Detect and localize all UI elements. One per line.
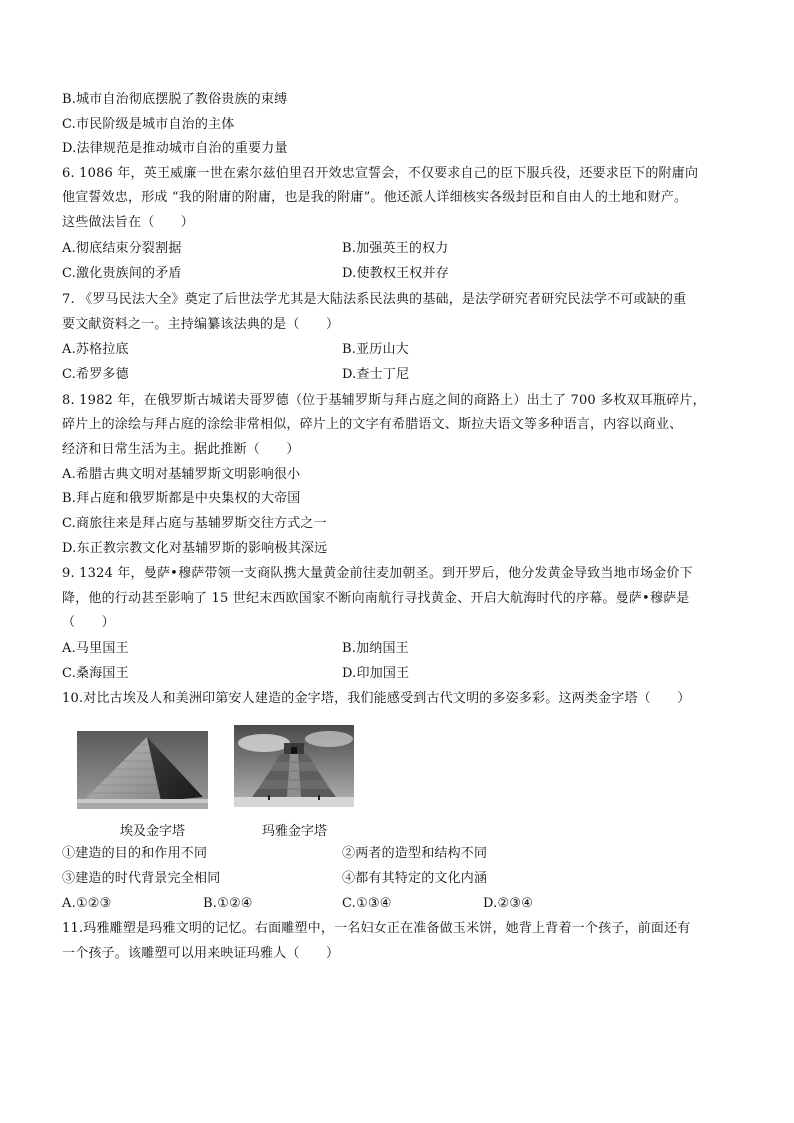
q8-option-a: A.希腊古典文明对基辅罗斯文明影响很小 <box>62 467 301 482</box>
q6-stem-line3: 这些做法旨在（ ） <box>62 215 195 230</box>
q10-option-a: A.①②③ <box>62 896 112 911</box>
q8-option-b: B.拜占庭和俄罗斯都是中央集权的大帝国 <box>62 491 301 506</box>
q11-stem-line1: 11.玛雅雕塑是玛雅文明的记忆。右面雕塑中，一名妇女正在准备做玉米饼，她背上背着一个孩子，前面还有 <box>62 921 691 936</box>
q6-option-a: A.彻底结束分裂割据 <box>62 241 182 256</box>
q10-item-2: ②两者的造型和结构不同 <box>342 846 488 861</box>
q9-option-a: A.马里国王 <box>62 641 129 656</box>
q8-stem-line1: 8. 1982 年，在俄罗斯古城诺夫哥罗德（位于基辅罗斯与拜占庭之间的商路上）出土了 700 多枚双耳瓶碎片， <box>62 393 706 408</box>
maya-pyramid-photo <box>234 725 354 807</box>
q8-stem-line3: 经济和日常生活为主。据此推断（ ） <box>62 442 300 457</box>
q8-option-c: C.商旅往来是拜占庭与基辅罗斯交往方式之一 <box>62 516 327 531</box>
q5-option-d: D.法律规范是推动城市自治的重要力量 <box>62 141 288 156</box>
q10-item-3: ③建造的时代背景完全相同 <box>62 871 221 886</box>
q9-stem-line1: 9. 1324 年，曼萨•穆萨带领一支商队携大量黄金前往麦加朝圣。到开罗后，他分发黄金导致当地市场金价下 <box>62 566 693 581</box>
q10-option-d: D.②③④ <box>483 896 534 911</box>
q10-stem: 10.对比古埃及人和美洲印第安人建造的金字塔，我们能感受到古代文明的多姿多彩。这两类金字塔（ ） <box>62 691 691 706</box>
egypt-pyramid-photo <box>77 731 208 809</box>
q5-option-c: C.市民阶级是城市自治的主体 <box>62 117 235 132</box>
q9-option-b: B.加纳国王 <box>342 641 409 656</box>
maya-pyramid-caption: 玛雅金字塔 <box>262 824 328 839</box>
q10-option-b: B.①②④ <box>203 896 253 911</box>
q10-item-1: ①建造的目的和作用不同 <box>62 846 208 861</box>
q6-option-b: B.加强英王的权力 <box>342 241 449 256</box>
q10-option-c: C.①③④ <box>342 896 392 911</box>
q7-stem-line2: 要文献资料之一。主持编纂该法典的是（ ） <box>62 317 340 332</box>
q7-stem-line1: 7. 《罗马民法大全》奠定了后世法学尤其是大陆法系民法典的基础，是法学研究者研究民法学不可或缺的重 <box>62 292 687 307</box>
q6-option-d: D.使教权王权并存 <box>342 266 449 281</box>
q6-stem-line1: 6. 1086 年，英王威廉一世在索尔兹伯里召开效忠宣誓会，不仅要求自己的臣下服兵役，还要求臣下的附庸向 <box>62 166 699 181</box>
q7-option-a: A.苏格拉底 <box>62 342 129 357</box>
q8-option-d: D.东正教宗教文化对基辅罗斯的影响极其深远 <box>62 541 328 556</box>
q5-option-b: B.城市自治彻底摆脱了教俗贵族的束缚 <box>62 92 288 107</box>
q11-stem-line2: 一个孩子。该雕塑可以用来映证玛雅人（ ） <box>62 946 340 961</box>
q6-option-c: C.激化贵族间的矛盾 <box>62 266 182 281</box>
q6-stem-line2: 他宣誓效忠，形成 “我的附庸的附庸，也是我的附庸”。他还派人详细核实各级封臣和自由人的土地和财产。 <box>62 190 688 205</box>
q9-option-d: D.印加国王 <box>342 666 410 681</box>
q7-option-b: B.亚历山大 <box>342 342 409 357</box>
q9-stem-line3: （ ） <box>62 615 115 630</box>
q7-option-d: D.查士丁尼 <box>342 367 410 382</box>
q9-option-c: C.桑海国王 <box>62 666 129 681</box>
egypt-pyramid-caption: 埃及金字塔 <box>120 824 186 839</box>
q7-option-c: C.希罗多德 <box>62 367 129 382</box>
q10-item-4: ④都有其特定的文化内涵 <box>342 871 488 886</box>
q9-stem-line2: 降，他的行动甚至影响了 15 世纪末西欧国家不断向南航行寻找黄金、开启大航海时代的序幕。曼萨•穆萨是 <box>62 591 690 606</box>
q8-stem-line2: 碎片上的涂绘与拜占庭的涂绘非常相似，碎片上的文字有希腊语文、斯拉夫语文等多种语言，内容以商业、 <box>62 417 683 432</box>
